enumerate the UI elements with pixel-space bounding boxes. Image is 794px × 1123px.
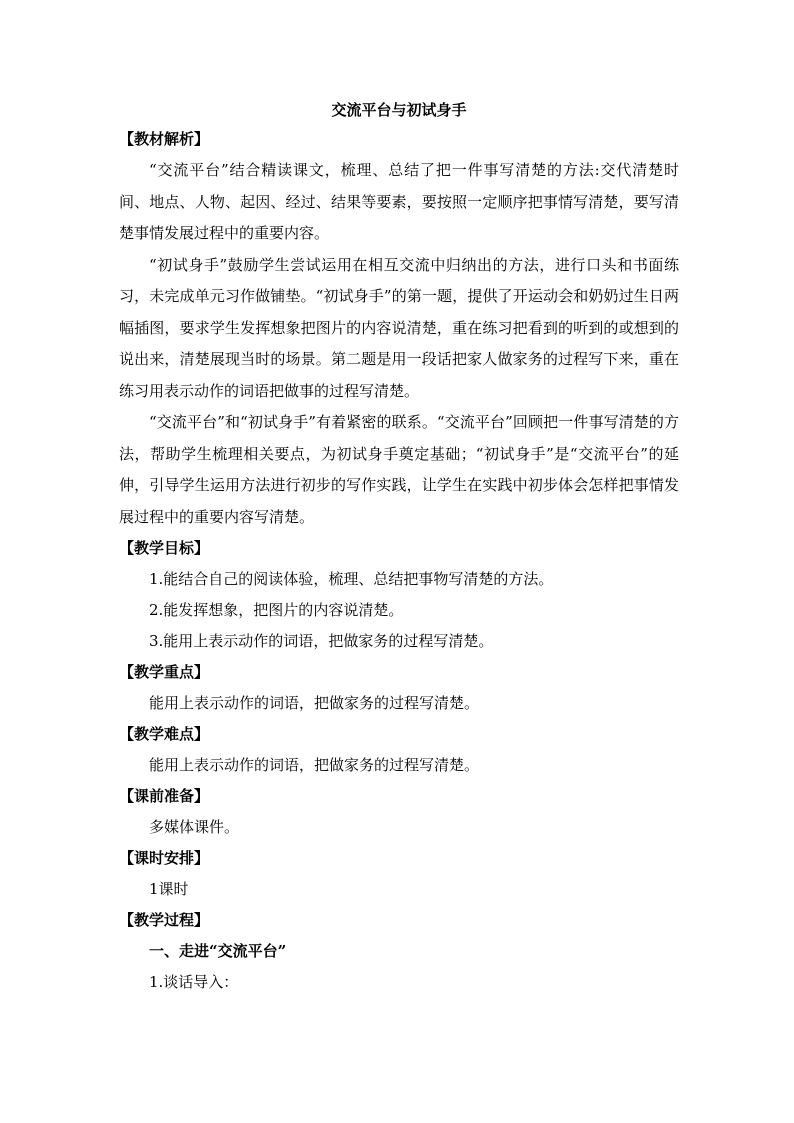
- goal-item-3: 3.能用上表示动作的词语，把做家务的过程写清楚。: [149, 632, 494, 650]
- analysis-paragraph-1: “交流平台”结合精读课文，梳理、总结了把一件事写清楚的方法:交代清楚时间、地点、人物、起因、经过、结果等要素，要按照一定顺序把事情写清楚，要写清楚事情发展过程中的重要内容。: [119, 161, 679, 242]
- section-heading-goals: 【教学目标】: [119, 539, 210, 557]
- analysis-paragraph-3: “交流平台”和“初试身手”有着紧密的联系。“交流平台”回顾把一件事写清楚的方法，帮助学生梳理相关要点，为初试身手奠定基础；“初试身手”是“交流平台”的延伸，引导学生运用方法进行初步的写作实践，让学生在实践中初步体会怎样把事情发展过程中的重要内容写清楚。: [119, 413, 679, 526]
- preparation-text: 多媒体课件。: [149, 818, 240, 836]
- difficulties-text: 能用上表示动作的词语，把做家务的过程写清楚。: [149, 756, 480, 774]
- process-subheading: 一、走进“交流平台”: [149, 942, 287, 960]
- process-step-1: 1.谈话导入：: [149, 973, 239, 991]
- section-heading-schedule: 【课时安排】: [119, 849, 210, 867]
- section-heading-preparation: 【课前准备】: [119, 787, 210, 805]
- analysis-paragraph-2: “初试身手”鼓励学生尝试运用在相互交流中归纳出的方法，进行口头和书面练习，未完成单元习作做铺垫。“初试身手”的第一题，提供了开运动会和奶奶过生日两幅插图，要求学生发挥想象把图片的内容说清楚，重在练习把看到的听到的或想到的说出来，清楚展现当时的场景。第二题是用一段话把家人做家务的过程写下来，重在练习用表示动作的词语把做事的过程写清楚。: [119, 255, 679, 400]
- document-title: 交流平台与初试身手: [331, 101, 467, 119]
- schedule-text: 1课时: [149, 880, 189, 898]
- goal-item-1: 1.能结合自己的阅读体验，梳理、总结把事物写清楚的方法。: [149, 570, 554, 588]
- section-heading-analysis: 【教材解析】: [119, 130, 210, 148]
- section-heading-process: 【教学过程】: [119, 911, 210, 929]
- section-heading-key-points: 【教学重点】: [119, 663, 210, 681]
- document-page: [119, 100, 679, 998]
- goal-item-2: 2.能发挥想象，把图片的内容说清楚。: [149, 601, 404, 619]
- key-points-text: 能用上表示动作的词语，把做家务的过程写清楚。: [149, 694, 480, 712]
- section-heading-difficulties: 【教学难点】: [119, 725, 210, 743]
